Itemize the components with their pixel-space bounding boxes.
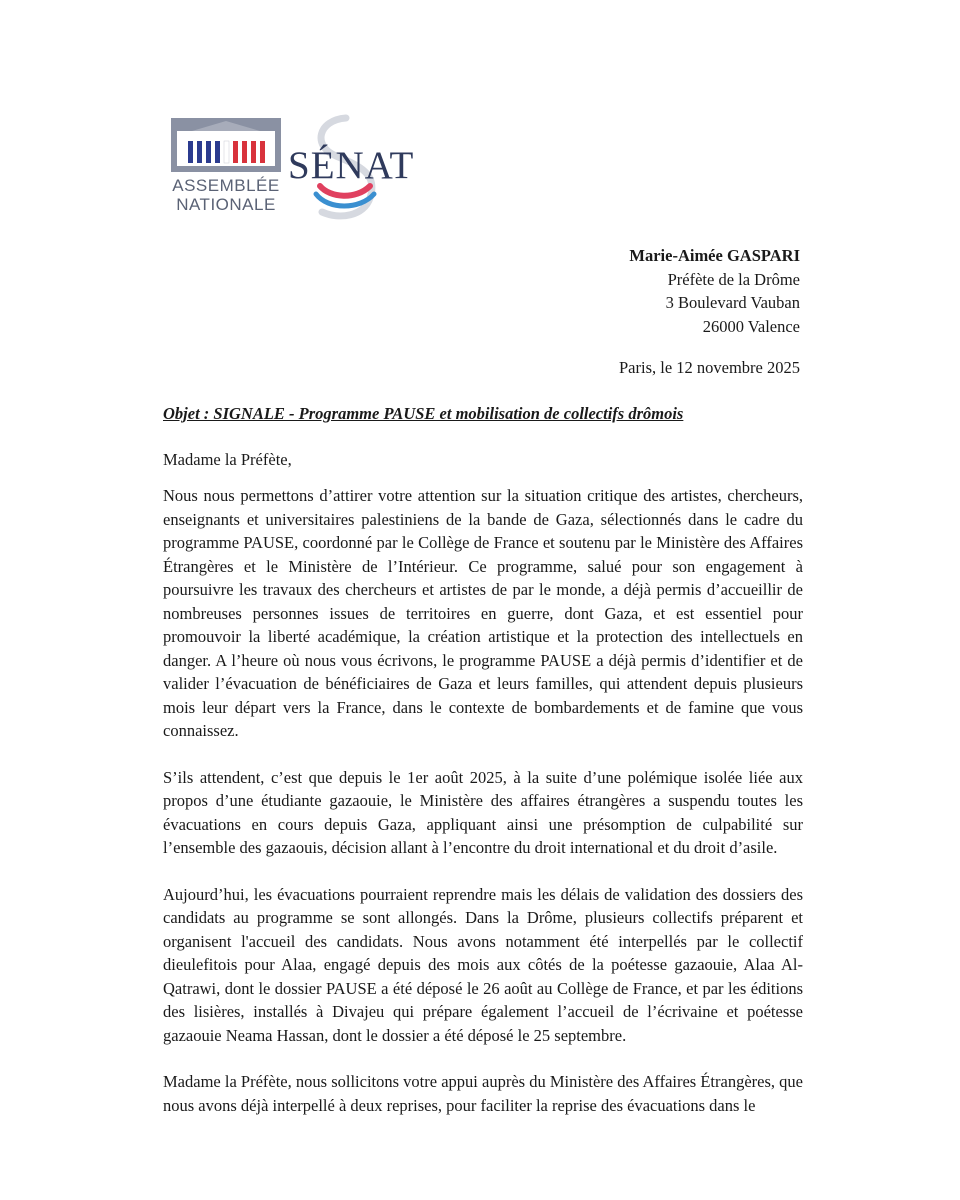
body-paragraph-1: Nous nous permettons d’attirer votre attention sur la situation critique des artistes, chercheurs, enseignants et universitaires palestiniens de la bande de Gaza, sélectionnés dans le cadre du programme PAUSE, coordonné par le Collège de France et soutenu par le Ministère des Affaires Étrangères et le Ministère de l’Intérieur. Ce programme, salué pour son engagement à poursuivre les travaux des chercheurs et artistes de par le monde, a déjà permis d’accueillir de nombreuses personnes issues de territoires en guerre, dont Gaza, et est essentiel pour promouvoir la liberté académique, la création artistique et la protection des intellectuels en danger. A l’heure où nous vous écrivons, le programme PAUSE a déjà permis d’identifier et de valider l’évacuation de bénéficiaires de Gaza et leurs familles, qui attendent depuis plusieurs mois leur départ vers la France, dans le contexte de bombardements et de famine que vous connaissez. bbox=[163, 486, 803, 740]
letter-body bbox=[163, 484, 803, 1140]
letter-date: Paris, le 12 novembre 2025 bbox=[618, 358, 800, 377]
body-paragraph-3: Aujourd’hui, les évacuations pourraient reprendre mais les délais de validation des dossiers des candidats au programme se sont allongés. Dans la Drôme, plusieurs collectifs préparent et organisent l'accueil des candidats. Nous avons notamment été interpellés par le collectif dieulefitois pour Alaa, engagé depuis des mois aux côtés de la poétesse gazaouie, Alaa Al-Qatrawi, dont le dossier PAUSE a été déposé le 26 août au Collège de France, et par les éditions des lisières, installés à Divajeu qui prépare également l’accueil de l’écrivaine et poétesse gazaouie Neama Hassan, dont le dossier a été déposé le 25 septembre. bbox=[163, 884, 803, 1045]
body-paragraph-2: S’ils attendent, c’est que depuis le 1er août 2025, à la suite d’une polémique isolée liée aux propos d’une étudiante gazaouie, le Ministère des affaires étrangères a suspendu toutes les évacuations en cours depuis Gaza, appliquant ainsi une présomption de culpabilité sur l’ensemble des gazaouis, décision allant à l’encontre du droit international et du droit d’asile. bbox=[163, 767, 803, 857]
recipient-title: Préfète de la Drôme bbox=[667, 269, 800, 289]
assemblee-hemicycle-icon bbox=[170, 117, 282, 173]
assemblee-logo-line1: ASSEMBLÉE bbox=[172, 176, 280, 195]
recipient-street: 3 Boulevard Vauban bbox=[665, 293, 800, 312]
recipient-address bbox=[629, 244, 800, 338]
recipient-city: 26000 Valence bbox=[702, 316, 800, 336]
letter-greeting: Madame la Préfète, bbox=[163, 450, 292, 469]
letter-subject: Objet : SIGNALE - Programme PAUSE et mobilisation de collectifs drômois bbox=[163, 404, 684, 423]
recipient-name: Marie-Aimée GASPARI bbox=[629, 246, 800, 265]
senat-logo bbox=[286, 112, 415, 222]
body-paragraph-4: Madame la Préfète, nous sollicitons votre appui auprès du Ministère des Affaires Étrangères, que nous avons déjà interpellé à deux reprises, pour faciliter la reprise des évacuations dans le bbox=[163, 1072, 803, 1115]
assemblee-nationale-logo bbox=[170, 117, 282, 217]
assemblee-logo-line2: NATIONALE bbox=[176, 195, 276, 214]
senat-logo-word: SÉNAT bbox=[288, 144, 415, 187]
